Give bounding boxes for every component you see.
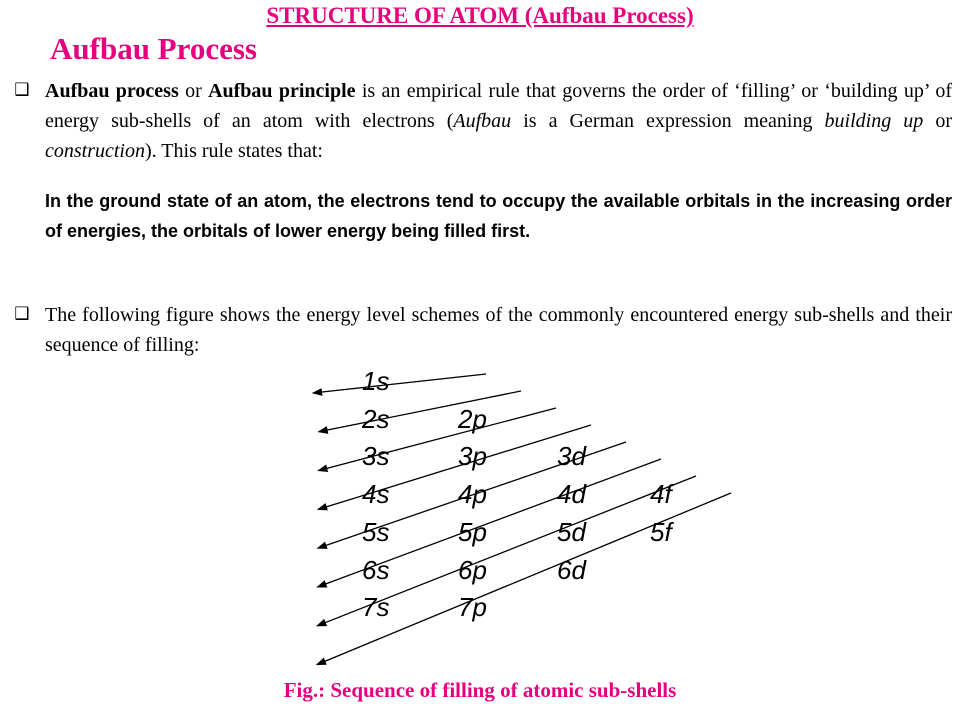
section-title: Aufbau Process [50, 31, 257, 66]
subshell-1s: 1s [362, 366, 390, 396]
subshell-5p: 5p [458, 516, 487, 547]
page-heading: STRUCTURE OF ATOM (Aufbau Process) [266, 3, 694, 28]
filling-arrow-4 [318, 425, 591, 509]
subshell-7p: 7p [458, 592, 487, 623]
bullet-icon: ❑ [14, 304, 30, 324]
term-building-up: building up [824, 110, 924, 132]
subshell-5d: 5d [557, 516, 586, 547]
text-fragment: or [923, 110, 952, 132]
subshell-3p: 3p [458, 441, 487, 472]
bullet-icon: ❑ [14, 80, 30, 100]
subshell-4p: 4p [458, 479, 487, 510]
figure-caption: Fig.: Sequence of filling of atomic sub-shells [283, 678, 677, 702]
subshell-5f: 5f [650, 516, 672, 547]
figure-intro-paragraph: The following figure shows the energy level schemes of the commonly encountered energy sub-shells and their sequence of filling: [45, 304, 952, 356]
subshell-4s: 4s [362, 479, 390, 510]
term-aufbau-principle: Aufbau principle [208, 80, 356, 102]
subshell-2p: 2p [458, 403, 487, 434]
term-construction: construction [45, 140, 145, 162]
subshell-6p: 6p [458, 554, 487, 585]
subshell-2s: 2s [362, 403, 390, 434]
filling-arrow-3 [318, 408, 556, 471]
subshell-4f: 4f [650, 479, 672, 510]
term-aufbau-process: Aufbau process [45, 80, 179, 102]
subshell-6d: 6d [557, 554, 586, 585]
subshell-3d: 3d [557, 441, 586, 472]
aufbau-rule-statement: In the ground state of an atom, the electrons tend to occupy the available orbitals in the increasing order of energies, the orbitals of lower energy being filled first. [45, 191, 952, 241]
subshell-5s: 5s [362, 516, 390, 547]
subshell-6s: 6s [362, 554, 390, 585]
text-fragment: is a German expression meaning [511, 110, 825, 132]
subshell-7s: 7s [362, 592, 390, 623]
subshell-4d: 4d [557, 479, 586, 510]
text-fragment: ). This rule states that: [145, 140, 323, 162]
text-fragment: or [178, 80, 209, 102]
term-aufbau: Aufbau [453, 110, 512, 132]
text-fragment: is an empirical rule that governs the order of ‘filling’ or ‘building up’ of energy sub-shells of an atom with electrons ( [45, 80, 952, 132]
subshell-3s: 3s [362, 441, 390, 472]
filling-arrow-1 [313, 374, 486, 393]
